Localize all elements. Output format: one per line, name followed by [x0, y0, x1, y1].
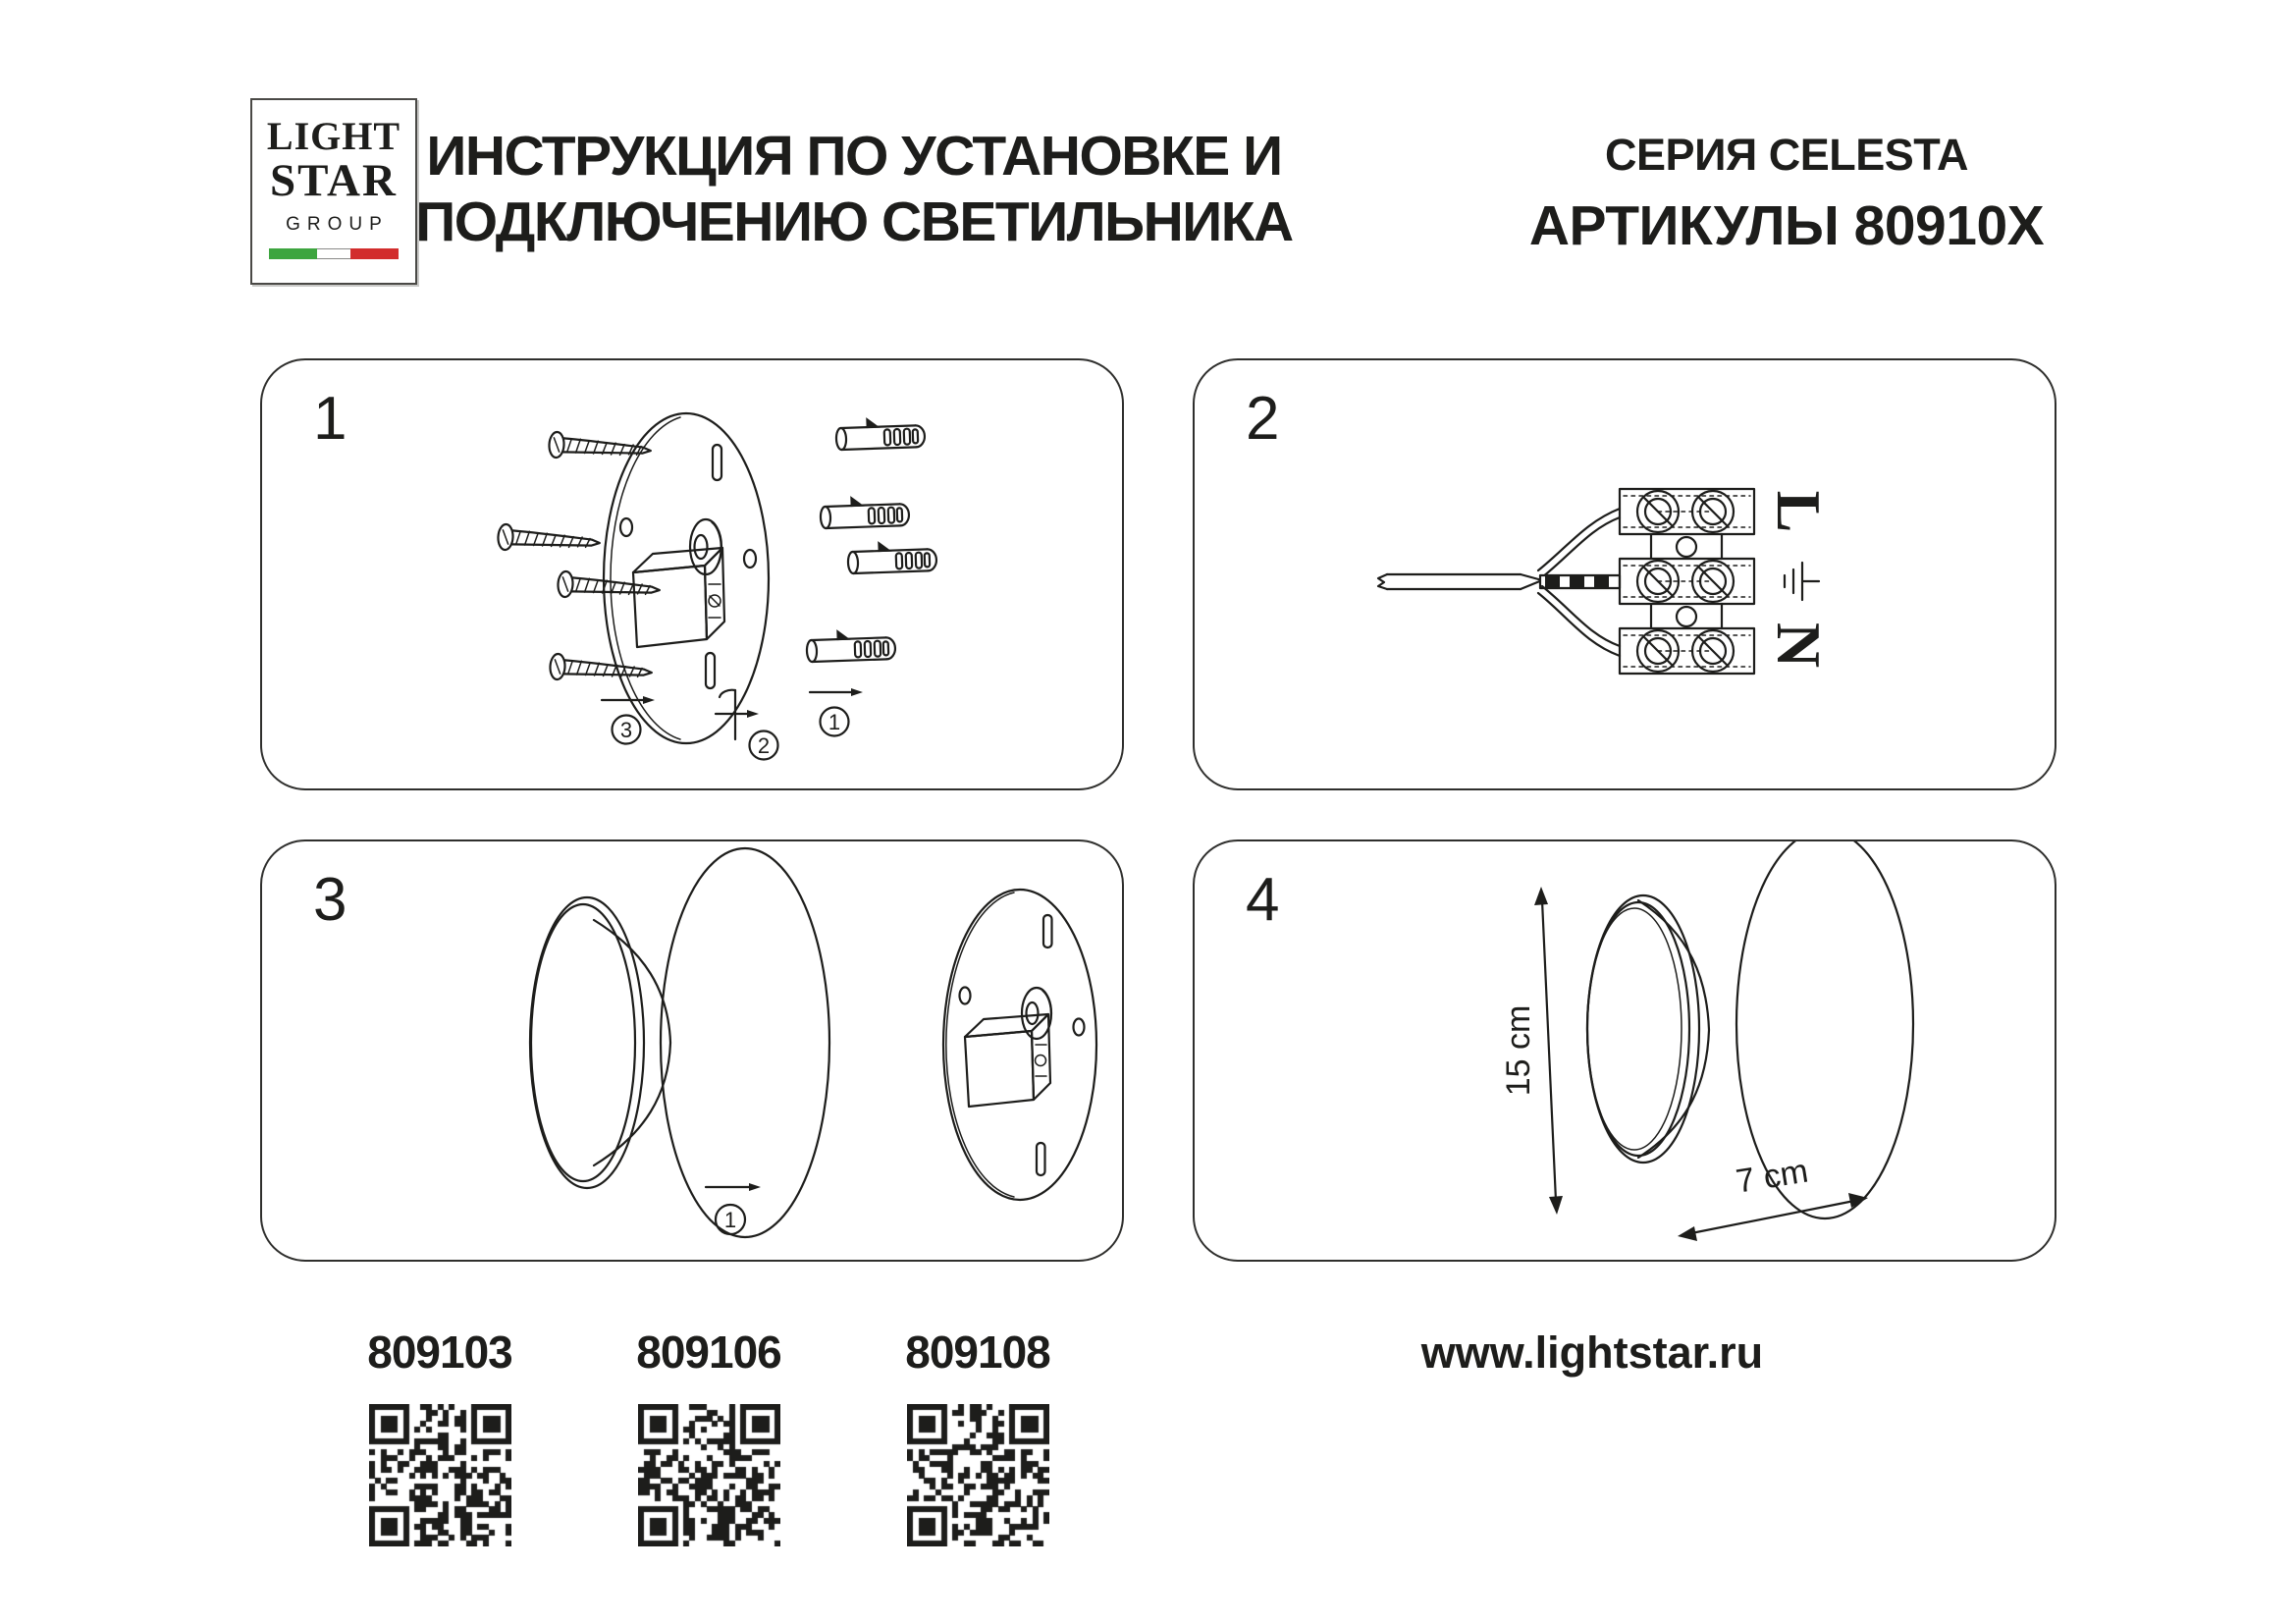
lamp-shade	[530, 848, 829, 1237]
title-line-2: ПОДКЛЮЧЕНИЮ СВЕТИЛЬНИКА	[415, 190, 1293, 253]
wall-anchor-icon	[806, 627, 895, 662]
screw-icon	[550, 654, 653, 684]
panel-step-1	[260, 358, 1124, 790]
website-url: www.lightstar.ru	[1420, 1327, 1764, 1378]
logo-group-text: GROUP	[286, 214, 389, 235]
width-arrow-icon	[1691, 1201, 1854, 1233]
series-name: СЕРИЯ CELESTA	[1605, 130, 1968, 180]
panel-step-4	[1193, 839, 2056, 1262]
panel-step-3	[260, 839, 1124, 1262]
article-column	[899, 1326, 1056, 1551]
height-label: 15 cm	[1500, 1004, 1537, 1097]
diagram-attach-lamp	[262, 841, 1126, 1264]
page-title	[383, 124, 1325, 255]
panel-step-2	[1193, 358, 2056, 790]
series-block	[1443, 130, 2130, 258]
panel-4-number: 4	[1246, 866, 1280, 934]
screw-icon	[549, 432, 652, 462]
article-code: 809108	[905, 1326, 1050, 1378]
step-number: 1	[828, 710, 841, 734]
power-cable	[1378, 574, 1542, 589]
article-code: 809103	[367, 1326, 512, 1378]
title-line-1: ИНСТРУКЦИЯ ПО УСТАНОВКЕ И	[426, 125, 1282, 188]
wire-neutral	[1538, 586, 1620, 656]
article-code: 809106	[636, 1326, 781, 1378]
step-number: 1	[723, 1208, 737, 1232]
step-1	[706, 1183, 761, 1234]
qr-code	[907, 1404, 1049, 1546]
qr-code	[638, 1404, 780, 1546]
italian-flag-icon	[269, 248, 399, 259]
height-dimension	[1500, 887, 1563, 1215]
article-column	[630, 1326, 787, 1551]
diagram-mounting-hardware	[262, 360, 1126, 792]
step-number: 3	[619, 718, 633, 742]
mounting-plate	[943, 890, 1096, 1200]
wall-anchor-icon	[847, 539, 936, 573]
articles-name: АРТИКУЛЫ 80910X	[1528, 194, 2045, 257]
terminal-box	[965, 1014, 1050, 1107]
width-label: 7 cm	[1733, 1152, 1811, 1201]
flag-green-stripe	[269, 248, 317, 259]
article-column	[361, 1326, 518, 1551]
wire-live	[1538, 509, 1620, 577]
terminal-box	[633, 548, 724, 647]
panel-1-number: 1	[313, 385, 347, 453]
logo-star-text: STAR	[270, 155, 398, 206]
width-dimension	[1678, 1153, 1868, 1241]
screw-icon	[558, 571, 661, 602]
panel-3-number: 3	[313, 866, 347, 934]
screws	[498, 432, 661, 684]
logo-light-text: LIGHT	[266, 114, 401, 158]
mounting-plate	[604, 413, 769, 743]
diagram-wiring	[1195, 360, 2058, 792]
wall-anchor-icon	[820, 494, 909, 528]
terminal-block	[1620, 489, 1754, 674]
screw-icon	[498, 524, 601, 555]
wall-anchors	[806, 415, 936, 662]
step-1	[810, 688, 863, 736]
qr-code	[369, 1404, 511, 1546]
label-neutral: N	[1764, 622, 1834, 669]
label-line: L	[1764, 490, 1834, 533]
flag-white-stripe	[317, 248, 350, 259]
wire-earth	[1540, 575, 1620, 588]
step-number: 2	[757, 733, 771, 758]
panel-2-number: 2	[1246, 385, 1280, 453]
height-arrow-icon	[1542, 900, 1556, 1201]
diagram-dimensions	[1195, 841, 2058, 1264]
earth-icon	[1785, 563, 1819, 600]
wall-anchor-icon	[835, 415, 925, 450]
step-3	[602, 696, 655, 744]
